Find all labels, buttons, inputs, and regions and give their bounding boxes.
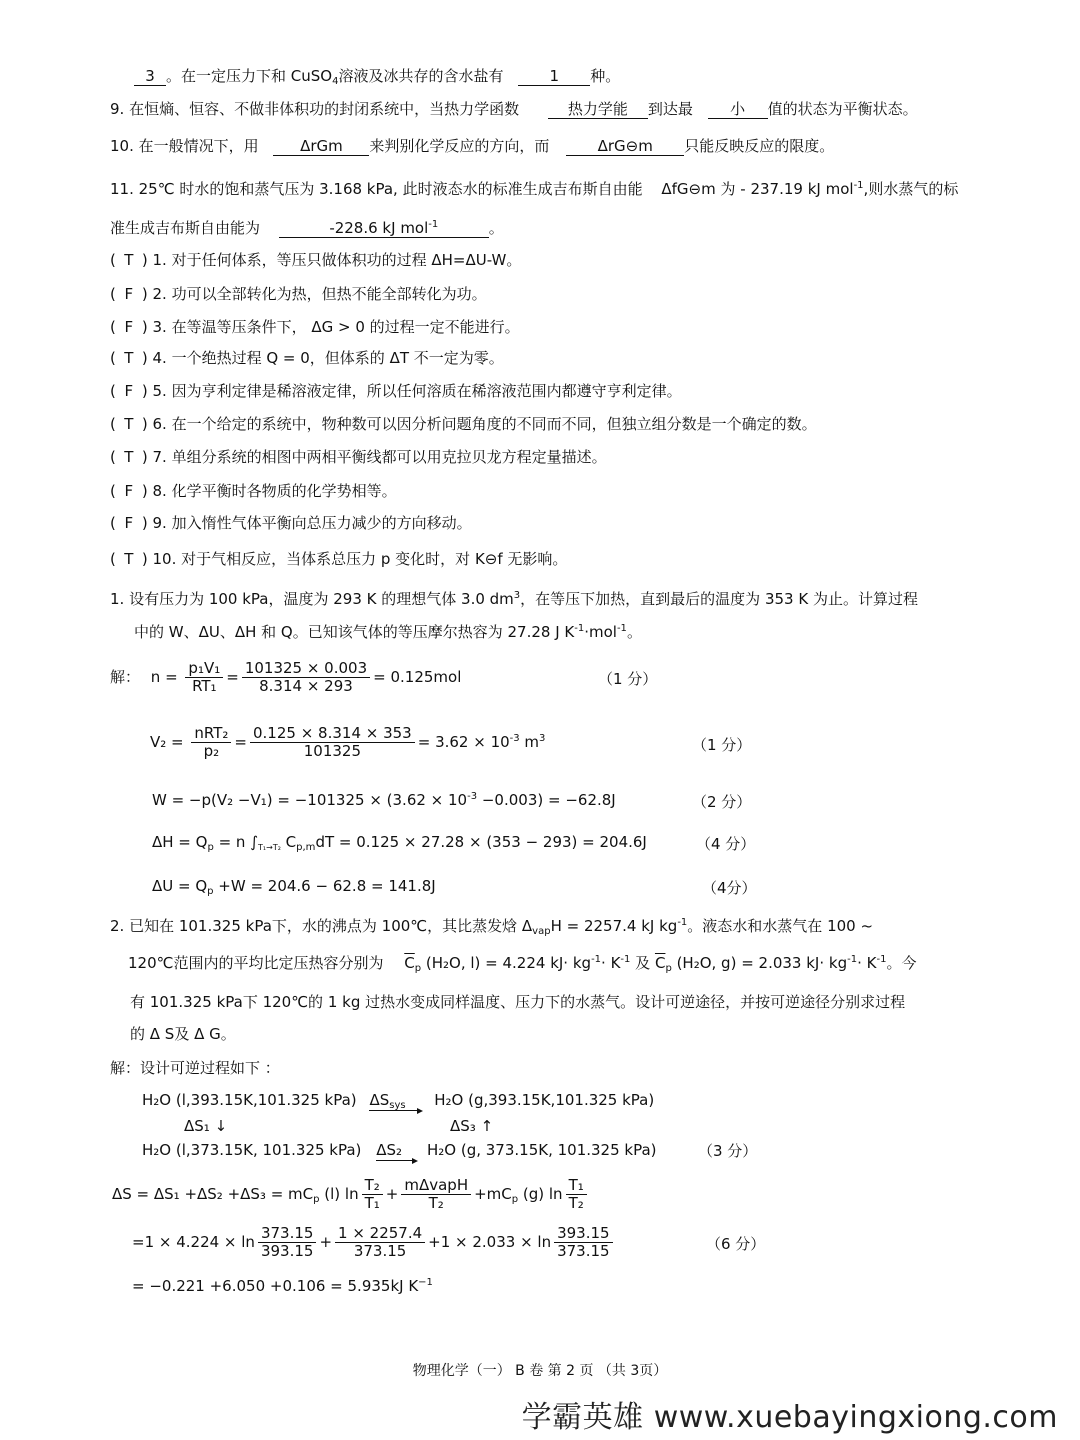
tf-item: ( F ) 8. 化学平衡时各物质的化学势相等。 [110, 482, 397, 500]
page-footer: 物理化学（一） B 卷 第 2 页 （共 3页） [412, 1363, 668, 1379]
problem-2-statement-3: 有 101.325 kPa下 120℃的 1 kg 过热水变成同样温度、压力下的水蒸气。设计可逆途径，并按可逆途径分别求过程 [130, 993, 906, 1011]
tf-item: ( T ) 1. 对于任何体系，等压只做体积功的过程 ΔH=ΔU-W。 [110, 251, 522, 269]
tf-answer: F [124, 514, 134, 532]
problem-2-statement: 2. 已知在 101.325 kPa下，水的沸点为 100℃，其比蒸发焓 $\Delta_{vap}H = 2257.4$ kJ $kg^{-1}$。液态水和水蒸气在 100 ~ [110, 917, 874, 937]
tf-item: ( F ) 9. 加入惰性气体平衡向总压力减少的方向移动。 [110, 514, 472, 532]
tf-text: 对于任何体系，等压只做体积功的过程 ΔH=ΔU-W。 [171, 251, 522, 269]
p1-step-v2: V₂ = $\frac{\text{nRT₂}}{\text{p₂}}$ = $\frac{0.125 \times 8.314 \times 353}{101325}$ = $3.62 \times 10^{-3}$ $m^3$ [150, 724, 546, 760]
tf-number: 6. [152, 415, 167, 433]
tf-item: ( F ) 5. 因为亨利定律是稀溶液定律，所以任何溶质在稀溶液范围内都遵守亨利定律。 [110, 382, 682, 400]
blank: 3 [134, 67, 166, 86]
score: （1 分） [692, 736, 752, 754]
arrow-up-icon: ↑ [480, 1117, 494, 1135]
tf-text: 在等温等压条件下， ΔG > 0 的过程一定不能进行。 [171, 318, 520, 336]
tf-answer: F [124, 285, 134, 303]
scheme-ds3: ΔS₃ ↑ [450, 1117, 494, 1135]
fill-line-8: 3 。在一定压力下和 CuSO$_4$溶液及冰共存的含水盐有 1 种。 [134, 66, 620, 86]
problem-1-statement-2: 中的 W、ΔU、ΔH 和 Q。已知该气体的等压摩尔热容为 27.28 J $K^{-1}\cdot mol^{-1}$。 [134, 623, 642, 641]
tf-item: ( T ) 6. 在一个给定的系统中，物种数可以因分析问题角度的不同而不同，但独立组分数是一个确定的数。 [110, 415, 817, 433]
score: （4分） [702, 879, 757, 897]
arrow-right-icon: ΔS₂ [376, 1140, 416, 1161]
score: （4 分） [696, 835, 756, 853]
p1-step-h: $\Delta H = Q_p = n$ $\int_{T_1\to T_2}$ $C_{p,m}dT = 0.125 \times 27.28 \times (353 - 293) = 204.6J$ [152, 833, 647, 853]
tf-item: ( T ) 10. 对于气相反应，当体系总压力 p 变化时，对 K⊖f 无影响。 [110, 550, 568, 568]
arrow-down-icon: ↓ [214, 1117, 228, 1135]
tf-number: 2. [152, 285, 167, 303]
p2-solution-intro: 解：设计可逆过程如下 ： [110, 1059, 280, 1077]
tf-answer: F [124, 318, 134, 336]
score: （3 分） [698, 1142, 758, 1160]
p1-step-n: 解： n = $\frac{\text{p₁V₁}}{\text{RT₁}}$ = $\frac{101325 \times 0.003}{8.314 \times 293}$ = 0.125mol [110, 659, 462, 695]
blank: 小 [708, 100, 768, 119]
tf-number: 7. [152, 448, 167, 466]
tf-item: ( F ) 3. 在等温等压条件下， ΔG > 0 的过程一定不能进行。 [110, 318, 520, 336]
tf-item: ( F ) 2. 功可以全部转化为热，但热不能全部转化为功。 [110, 285, 487, 303]
tf-number: 10. [152, 550, 177, 568]
question-11: 11. 25℃ 时水的饱和蒸气压为 3.168 kPa, 此时液态水的标准生成吉布斯自由能 ΔfG⊖m 为 - 237.19 kJ mol$^{-1}$,则水蒸气的标 [110, 180, 959, 198]
score: （2 分） [692, 793, 752, 811]
question-9: 9. 在恒熵、恒容、不做非体积功的封闭系统中，当热力学函数 热力学能 到达最 小 值的状态为平衡状态。 [110, 100, 918, 118]
tf-number: 3. [152, 318, 167, 336]
question-10: 10. 在一般情况下，用 ΔrGm 来判别化学反应的方向，而 ΔrG⊖m 只能反映反应的限度。 [110, 137, 835, 155]
tf-item: ( T ) 4. 一个绝热过程 Q = 0，但体系的 ΔT 不一定为零。 [110, 349, 504, 367]
tf-answer: F [124, 482, 134, 500]
tf-text: 加入惰性气体平衡向总压力减少的方向移动。 [171, 514, 472, 532]
problem-1-statement: 1. 设有压力为 100 kPa，温度为 293 K 的理想气体 3.0 $dm^3$，在等压下加热，直到最后的温度为 353 K 为止。计算过程 [110, 590, 918, 608]
p1-step-w: $W = -p(V_2 -V_1) = -101325 \times (3.62 \times 10^{-3} -0.003) = -62.8J$ [152, 791, 616, 809]
tf-answer: T [124, 251, 134, 269]
blank: ΔrGm [273, 137, 369, 156]
tf-answer: T [124, 448, 134, 466]
p2-eq-1: $\Delta S = \Delta S_1 +\Delta S_2 +\Delta S_3 = mC_p$ (l) ln $\frac{\text{T₂}}{\text{T₁}}$ + $\frac{\text{mΔvapH}}{\text{T₂}}$ $+mC_p$ (g) ln $\frac{\text{T₁}}{\text{T₂}}$ [112, 1174, 590, 1214]
p1-step-u: $\Delta U = Q_p +W = 204.6 - 62.8 = 141.8J$ [152, 877, 436, 897]
blank: -228.6 kJ mol$^{-1}$ [279, 219, 489, 238]
tf-number: 1. [152, 251, 167, 269]
tf-text: 单组分系统的相图中两相平衡线都可以用克拉贝龙方程定量描述。 [171, 448, 607, 466]
tf-text: 因为亨利定律是稀溶液定律，所以任何溶质在稀溶液范围内都遵守亨利定律。 [171, 382, 682, 400]
tf-number: 5. [152, 382, 167, 400]
blank: 1 [518, 67, 590, 86]
tf-text: 功可以全部转化为热，但热不能全部转化为功。 [171, 285, 487, 303]
p2-eq-2: =1 × 4.224 × ln $\frac{373.15}{393.15}$ + $\frac{1 \times 2257.4}{373.15}$ +1 × 2.033 × ln $\frac{393.15}{373.15}$ [132, 1222, 616, 1262]
p2-eq-3: = −0.221 +6.050 +0.106 = 5.935kJ $K^{-1}$ [132, 1277, 433, 1295]
tf-answer: T [124, 415, 134, 433]
tf-text: 一个绝热过程 Q = 0，但体系的 ΔT 不一定为零。 [171, 349, 504, 367]
tf-text: 在一个给定的系统中，物种数可以因分析问题角度的不同而不同，但独立组分数是一个确定的数。 [171, 415, 817, 433]
tf-text: 对于气相反应，当体系总压力 p 变化时，对 K⊖f 无影响。 [181, 550, 568, 568]
blank: 热力学能 [548, 100, 648, 119]
blank: ΔrG⊖m [566, 137, 684, 156]
tf-item: ( T ) 7. 单组分系统的相图中两相平衡线都可以用克拉贝龙方程定量描述。 [110, 448, 607, 466]
score: （1 分） [598, 670, 658, 688]
scheme-ds1: ΔS₁ ↓ [184, 1117, 228, 1135]
tf-number: 4. [152, 349, 167, 367]
tf-text: 化学平衡时各物质的化学势相等。 [171, 482, 397, 500]
scheme-row-1: H₂O (l,393.15K,101.325 kPa) $\Delta S_{sys}$ H₂O (g,393.15K,101.325 kPa) [142, 1091, 655, 1111]
arrow-right-icon: $\Delta S_{sys}$ [369, 1090, 421, 1111]
problem-2-statement-4: 的 Δ S及 Δ G。 [130, 1025, 236, 1043]
tf-answer: T [124, 550, 134, 568]
tf-answer: F [124, 382, 134, 400]
watermark: 学霸英雄 www.xuebayingxiong.com [521, 1400, 1058, 1435]
tf-number: 8. [152, 482, 167, 500]
scheme-row-2: H₂O (l,373.15K, 101.325 kPa) ΔS₂ H₂O (g, 373.15K, 101.325 kPa) [142, 1141, 657, 1159]
tf-number: 9. [152, 514, 167, 532]
question-11-cont: 准生成吉布斯自由能为 -228.6 kJ mol$^{-1}$ 。 [110, 219, 504, 237]
score: （6 分） [706, 1235, 766, 1253]
problem-2-statement-2: 120℃范围内的平均比定压热容分别为 $\overline{C}_p$ (H₂O, l) = 4.224 $kJ\cdot kg^{-1}\cdot K^{-1}$ 及 $\overline{C}_p$ (H₂O, g) = 2.033 $kJ\cdot kg^{-1}\cdot K^{-1}$。今 [128, 954, 917, 974]
tf-answer: T [124, 349, 134, 367]
